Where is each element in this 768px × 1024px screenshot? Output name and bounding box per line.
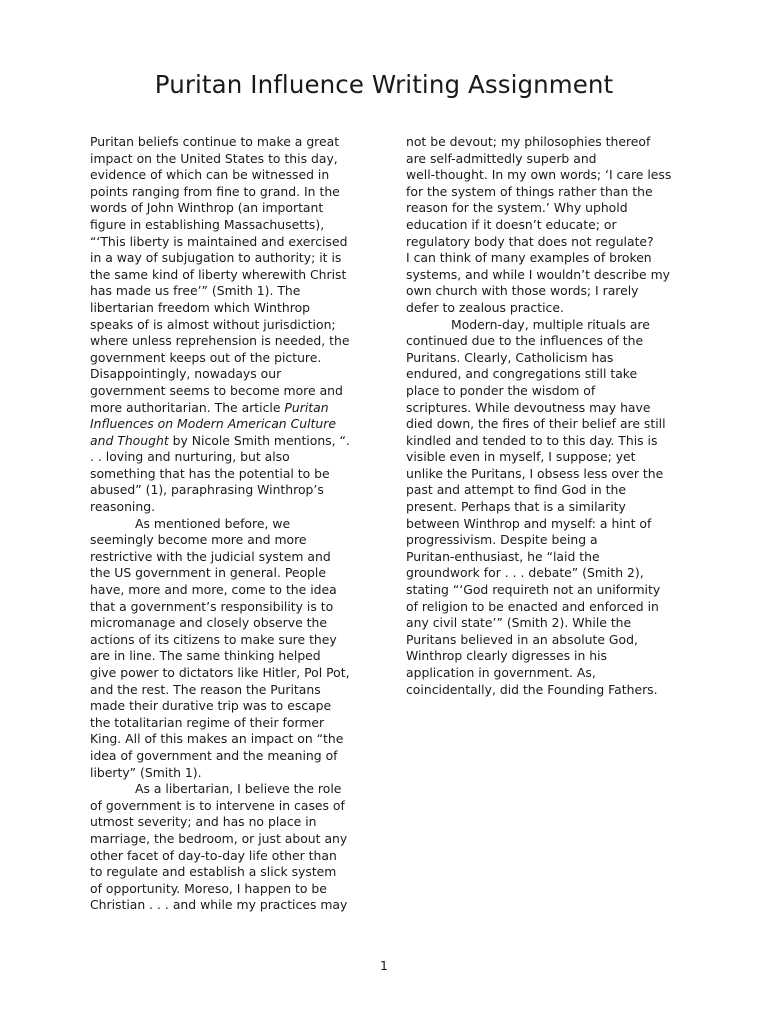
line-text: I can think of many examples of broken xyxy=(406,250,652,266)
line-text: endured, and congregations still take xyxy=(406,366,638,382)
line-text: the totalitarian regime of their former xyxy=(90,714,325,730)
text-line xyxy=(406,151,678,168)
text-line xyxy=(90,333,365,350)
text-line xyxy=(406,482,678,499)
text-line xyxy=(406,648,678,665)
line-text: Winthrop clearly digresses in his xyxy=(406,648,608,664)
line-text: evidence of which can be witnessed in xyxy=(90,167,330,183)
text-line xyxy=(90,217,365,234)
line-text: government keeps out of the picture. xyxy=(90,349,322,365)
text-line xyxy=(90,848,365,865)
line-text: Puritans believed in an absolute God, xyxy=(406,631,638,647)
line-text: Puritans. Clearly, Catholicism has xyxy=(406,349,614,365)
line-text: defer to zealous practice. xyxy=(406,299,564,315)
text-line xyxy=(406,499,678,516)
text-line xyxy=(406,632,678,649)
text-line xyxy=(90,582,365,599)
line-text: speaks of is almost without jurisdiction; xyxy=(90,316,336,332)
line-text: Modern-day, multiple rituals are xyxy=(451,316,650,332)
text-line xyxy=(406,134,678,151)
line-text: government seems to become more and xyxy=(90,382,343,398)
text-line xyxy=(406,682,678,699)
text-line xyxy=(90,283,365,300)
text-line xyxy=(406,350,678,367)
text-line xyxy=(406,200,678,217)
line-text: actions of its citizens to make sure they xyxy=(90,631,337,647)
line-text: idea of government and the meaning of xyxy=(90,747,338,763)
text-line xyxy=(406,433,678,450)
line-text: kindled and tended to to this day. This is xyxy=(406,432,658,448)
line-text: Christian . . . and while my practices may xyxy=(90,897,348,913)
line-text: not be devout; my philosophies thereof xyxy=(406,134,651,149)
text-line xyxy=(406,665,678,682)
text-line xyxy=(406,549,678,566)
text-line xyxy=(90,632,365,649)
page-number: 1 xyxy=(380,958,388,973)
line-text: Disappointingly, nowadays our xyxy=(90,366,282,382)
text-line xyxy=(406,167,678,184)
text-line xyxy=(406,333,678,350)
line-text: micromanage and closely observe the xyxy=(90,615,327,631)
line-text: made their durative trip was to escape xyxy=(90,698,332,714)
line-text: As a libertarian, I believe the role xyxy=(135,781,342,797)
italic-title-text: and Thought xyxy=(90,432,169,448)
text-line xyxy=(90,466,365,483)
line-text: groundwork for . . . debate” (Smith 2), xyxy=(406,565,644,581)
line-text: figure in establishing Massachusetts), xyxy=(90,216,325,232)
text-line xyxy=(406,366,678,383)
text-line xyxy=(90,184,365,201)
line-text: systems, and while I wouldn’t describe my xyxy=(406,266,670,282)
text-line xyxy=(90,748,365,765)
left-text-column xyxy=(90,134,365,914)
line-text: and the rest. The reason the Puritans xyxy=(90,681,321,697)
line-text: progressivism. Despite being a xyxy=(406,532,598,548)
text-line xyxy=(90,682,365,699)
text-line xyxy=(406,283,678,300)
text-line xyxy=(406,267,678,284)
text-line xyxy=(90,814,365,831)
line-text: coincidentally, did the Founding Fathers. xyxy=(406,681,658,697)
italic-title-text: Influences on Modern American Culture xyxy=(90,416,336,432)
line-text: points ranging from fine to grand. In the xyxy=(90,183,340,199)
text-line xyxy=(90,549,365,566)
line-text: that a government’s responsibility is to xyxy=(90,598,334,614)
line-text: restrictive with the judicial system and xyxy=(90,548,331,564)
text-line xyxy=(90,864,365,881)
text-line xyxy=(406,615,678,632)
line-text: own church with those words; I rarely xyxy=(406,283,639,299)
line-text: utmost severity; and has no place in xyxy=(90,814,317,830)
line-text: King. All of this makes an impact on “the xyxy=(90,731,344,747)
line-text: of opportunity. Moreso, I happen to be xyxy=(90,880,327,896)
line-text: died down, the fires of their belief are still xyxy=(406,416,666,432)
text-line xyxy=(90,366,365,383)
line-text: other facet of day-to-day life other than xyxy=(90,847,337,863)
text-line xyxy=(406,565,678,582)
text-line xyxy=(90,383,365,400)
line-text: has made us free’” (Smith 1). The xyxy=(90,283,301,299)
line-text: the same kind of liberty wherewith Christ xyxy=(90,266,347,282)
text-line xyxy=(90,482,365,499)
text-line xyxy=(406,416,678,433)
text-line xyxy=(90,416,365,433)
line-text: Puritan-enthusiast, he “laid the xyxy=(406,548,600,564)
text-line xyxy=(90,317,365,334)
text-line xyxy=(90,698,365,715)
text-line xyxy=(90,151,365,168)
text-line xyxy=(90,615,365,632)
text-line xyxy=(406,184,678,201)
text-line xyxy=(406,400,678,417)
document-title: Puritan Influence Writing Assignment xyxy=(154,70,614,99)
text-line xyxy=(90,267,365,284)
text-line xyxy=(90,897,365,914)
text-line xyxy=(90,200,365,217)
line-text: reasoning. xyxy=(90,499,156,515)
line-text: “‘This liberty is maintained and exercised xyxy=(90,233,348,249)
text-line xyxy=(90,798,365,815)
text-line xyxy=(90,665,365,682)
text-line xyxy=(90,765,365,782)
line-text: Puritan beliefs continue to make a great xyxy=(90,134,340,149)
text-line xyxy=(90,516,365,533)
line-text: unlike the Puritans, I obsess less over the xyxy=(406,465,664,481)
line-text: education if it doesn’t educate; or xyxy=(406,216,617,232)
line-text: application in government. As, xyxy=(406,665,596,680)
line-text: liberty” (Smith 1). xyxy=(90,764,202,780)
line-text: reason for the system.’ Why uphold xyxy=(406,200,628,216)
text-line xyxy=(406,250,678,267)
line-text: where unless reprehension is needed, the xyxy=(90,333,350,349)
line-text: in a way of subjugation to authority; it is xyxy=(90,250,342,266)
italic-title-text: Puritan xyxy=(284,399,329,415)
line-text: words of John Winthrop (an important xyxy=(90,200,324,216)
text-line xyxy=(406,317,678,334)
text-line xyxy=(406,300,678,317)
text-line xyxy=(90,881,365,898)
line-text: libertarian freedom which Winthrop xyxy=(90,299,311,315)
text-line xyxy=(406,582,678,599)
line-text: between Winthrop and myself: a hint of xyxy=(406,515,652,531)
line-text: of religion to be enacted and enforced in xyxy=(406,598,659,614)
line-text: more authoritarian. The article xyxy=(90,399,285,415)
text-line xyxy=(90,300,365,317)
line-text: have, more and more, come to the idea xyxy=(90,582,337,598)
text-line xyxy=(90,499,365,516)
line-text: past and attempt to find God in the xyxy=(406,482,627,498)
text-line xyxy=(406,516,678,533)
text-line xyxy=(406,449,678,466)
text-line xyxy=(406,532,678,549)
line-text: are in line. The same thinking helped xyxy=(90,648,321,664)
text-line xyxy=(90,449,365,466)
line-text-after: by Nicole Smith mentions, “. xyxy=(168,432,350,448)
text-line xyxy=(90,250,365,267)
line-text: place to ponder the wisdom of xyxy=(406,382,596,398)
line-text: impact on the United States to this day, xyxy=(90,150,338,166)
line-text: stating “‘God requireth not an uniformity xyxy=(406,582,661,598)
text-line xyxy=(90,731,365,748)
line-text: give power to dictators like Hitler, Pol Pot, xyxy=(90,665,350,680)
line-text: are self-admittedly superb and xyxy=(406,150,597,166)
text-line xyxy=(90,234,365,251)
line-text: marriage, the bedroom, or just about any xyxy=(90,830,348,846)
line-text: regulatory body that does not regulate? xyxy=(406,233,654,249)
line-text: the US government in general. People xyxy=(90,565,326,581)
line-text: . . loving and nurturing, but also xyxy=(90,449,290,465)
line-text: for the system of things rather than the xyxy=(406,183,653,199)
text-line xyxy=(90,134,365,151)
text-line xyxy=(90,565,365,582)
text-line xyxy=(90,715,365,732)
text-line xyxy=(406,599,678,616)
text-line xyxy=(90,831,365,848)
line-text: abused” (1), paraphrasing Winthrop’s xyxy=(90,482,324,498)
text-line xyxy=(406,217,678,234)
text-line xyxy=(90,599,365,616)
line-text: scriptures. While devoutness may have xyxy=(406,399,651,415)
line-text: well-thought. In my own words; ‘I care less xyxy=(406,167,672,183)
text-line xyxy=(406,383,678,400)
text-line xyxy=(90,532,365,549)
line-text: As mentioned before, we xyxy=(135,515,291,531)
text-line xyxy=(90,400,365,417)
line-text: present. Perhaps that is a similarity xyxy=(406,499,626,515)
line-text: seemingly become more and more xyxy=(90,532,307,548)
text-line xyxy=(90,781,365,798)
right-text-column xyxy=(406,134,678,698)
text-line xyxy=(406,234,678,251)
line-text: any civil state’” (Smith 2). While the xyxy=(406,615,632,631)
text-line xyxy=(90,167,365,184)
line-text: something that has the potential to be xyxy=(90,465,330,481)
text-line xyxy=(406,466,678,483)
text-line xyxy=(90,433,365,450)
line-text: of government is to intervene in cases of xyxy=(90,797,345,813)
text-line xyxy=(90,350,365,367)
text-line xyxy=(90,648,365,665)
line-text: continued due to the influences of the xyxy=(406,333,644,349)
line-text: visible even in myself, I suppose; yet xyxy=(406,449,636,465)
line-text: to regulate and establish a slick system xyxy=(90,864,337,880)
